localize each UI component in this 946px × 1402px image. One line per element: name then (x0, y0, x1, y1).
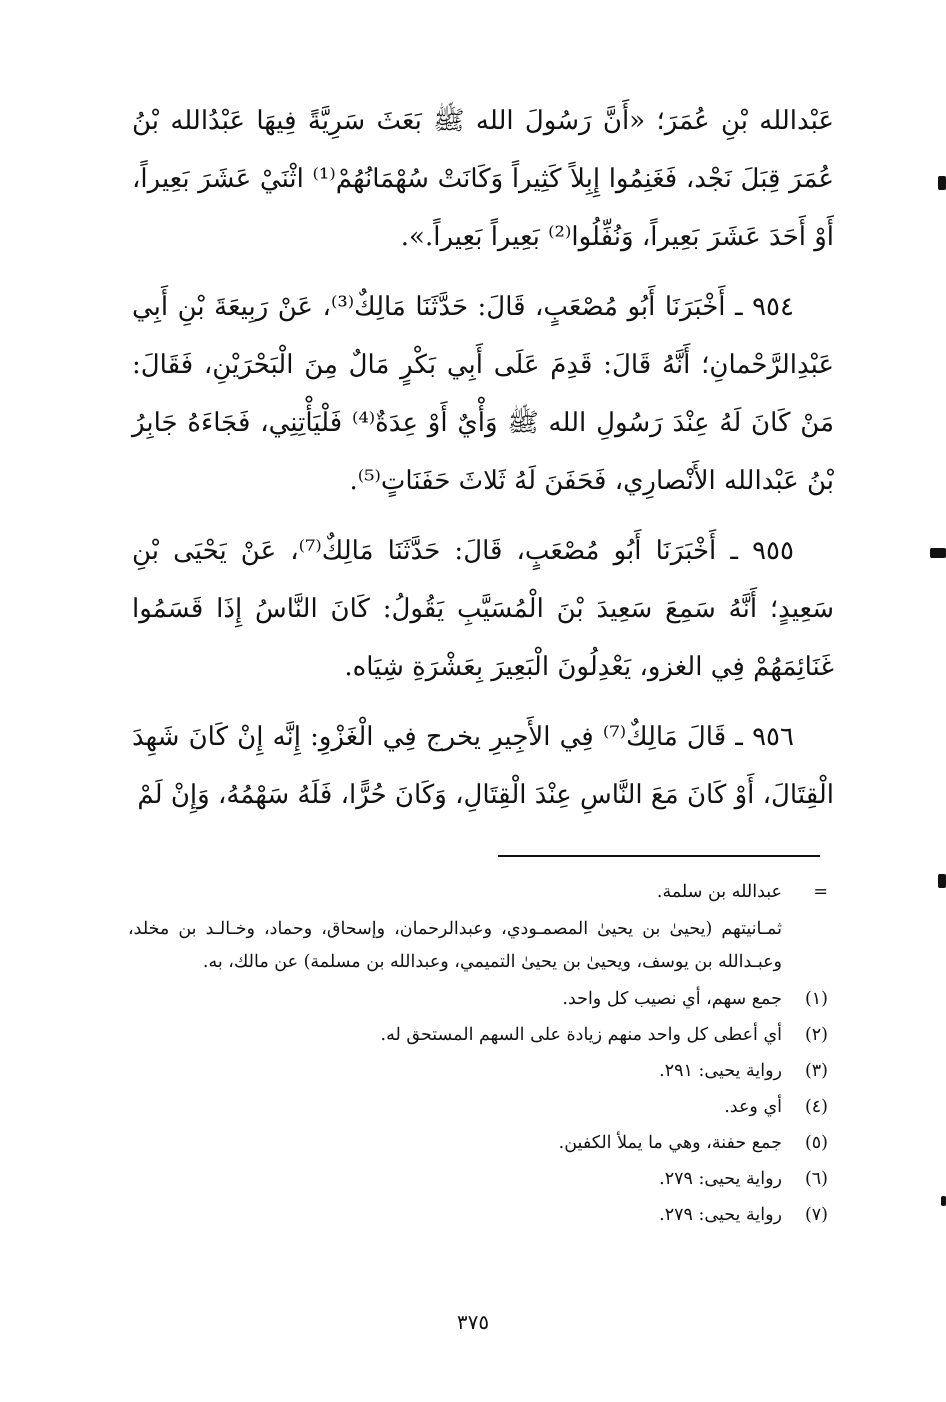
footnote-2 (128, 1019, 828, 1051)
footnote-text: جمع حفنة، وهي ما يملأ الكفين. (558, 1133, 782, 1153)
footnote-number: (٥) (804, 1133, 828, 1153)
paragraph-continuation: عَبْدالله بْنِ عُمَرَ؛ «أَنَّ رَسُولَ الله ﷺ بَعَثَ سَرِيَّةً فِيهَا عَبْدُالله بْنُ عُمَرَ قِبَلَ نَجْد، فَغَنِمُوا إِبِلاً كَثِيراً وَكَانَتْ سُهْمَانُهُمْ⁽¹⁾ اثْنَيْ عَشَرَ بَعِيراً، أَوْ أَحَدَ عَشَرَ بَعِيراً، وَنُفِّلُوا⁽²⁾ بَعِيراً بَعِيراً.». (132, 106, 835, 252)
continuation-body: ثمـانيتهم (يحيىٰ بن يحيىٰ المصمـودي، وعبدالرحمان، وإسحاق، وحماد، وخـالـد بن مخلد، وعبـدالله بن يوسف، ويحيىٰ بن يحيىٰ التميمي، وعبدالله بن مسلمة) عن مالك، به. (128, 919, 782, 972)
footnote-6 (128, 1163, 828, 1195)
footnote-text: رواية يحيى: ٢٧٩. (659, 1205, 782, 1225)
footnote-7 (128, 1199, 828, 1231)
footnote-text: رواية يحيى: ٢٩١. (659, 1061, 782, 1081)
footnote-text: جمع سهم، أي نصيب كل واحد. (562, 989, 782, 1009)
footnote-number: (٤) (804, 1097, 828, 1117)
page-number: ٣٧٥ (456, 1310, 490, 1334)
continuation-mark: = (813, 882, 828, 902)
continuation-first-line: عبدالله بن سلمة. (656, 882, 782, 902)
footnote-continuation (128, 876, 828, 909)
footnote-separator (498, 855, 820, 857)
paragraph-954: ٩٥٤ ـ أَخْبَرَنَا أَبُو مُصْعَبٍ، قَالَ: حَدَّثَنَا مَالِكٌ⁽³⁾، عَنْ رَبِيعَةَ بْنِ أَبِي عَبْدِالرَّحْمانِ؛ أَنَّهُ قَالَ: قَدِمَ عَلَى أَبِي بَكْرٍ مَالٌ مِنَ الْبَحْرَيْنِ، فَقَالَ: مَنْ كَانَ لَهُ عِنْدَ رَسُولِ الله ﷺ وَأْيٌ أَوْ عِدَةٌ⁽⁴⁾ فَلْيَأْتِنِي، فَجَاءَهُ جَابِرُ بْنُ عَبْدالله الأَنْصارِي، فَحَفَنَ لَهُ ثَلاثَ حَفَنَاتٍ⁽⁵⁾. (132, 292, 834, 496)
footnote-1 (128, 983, 828, 1015)
main-text (132, 92, 834, 836)
footnote-5 (128, 1127, 828, 1159)
scan-edge-mark (941, 1196, 946, 1206)
footnote-4 (128, 1091, 828, 1123)
paragraph-956: ٩٥٦ ـ قَالَ مَالِكٌ⁽⁷⁾ فِي الأَجِيرِ يخرج فِي الْغَزْوِ: إِنَّه إِنْ كَانَ شَهِدَ الْقِتَالَ، أَوْ كَانَ مَعَ النَّاسِ عِنْدَ الْقِتَالِ، وَكَانَ حُرًّا، فَلَهُ سَهْمُهُ، وَإِنْ لَمْ (132, 722, 834, 810)
footnote-number: (١) (804, 989, 828, 1009)
scan-edge-mark (930, 548, 946, 558)
footnote-number: (٣) (804, 1061, 828, 1081)
footnote-number: (٧) (804, 1205, 828, 1225)
footnote-text: أي أعطى كل واحد منهم زيادة على السهم المستحق له. (380, 1025, 782, 1045)
footnote-3 (128, 1055, 828, 1087)
footnote-text: أي وعد. (724, 1097, 782, 1117)
footnote-number: (٦) (804, 1169, 828, 1189)
paragraph-955: ٩٥٥ ـ أَخْبَرَنَا أَبُو مُصْعَبٍ، قَالَ: حَدَّثَنَا مَالِكٌ⁽⁷⁾، عَنْ يَحْيَى بْنِ سَعِيدٍ؛ أَنَّهُ سَمِعَ سَعِيدَ بْنَ الْمُسَيَّبِ يَقُولُ: كَانَ النَّاسُ إِذَا قَسَمُوا غَنَائِمَهُمْ فِي الغزو، يَعْدِلُونَ الْبَعِيرَ بِعَشْرَةِ شِيَاه. (132, 536, 834, 682)
scan-edge-mark (938, 176, 946, 190)
footnote-number: (٢) (804, 1025, 828, 1045)
footnote-text: رواية يحيى: ٢٧٩. (659, 1169, 782, 1189)
scan-edge-mark (938, 874, 946, 888)
footnotes (128, 876, 828, 1231)
